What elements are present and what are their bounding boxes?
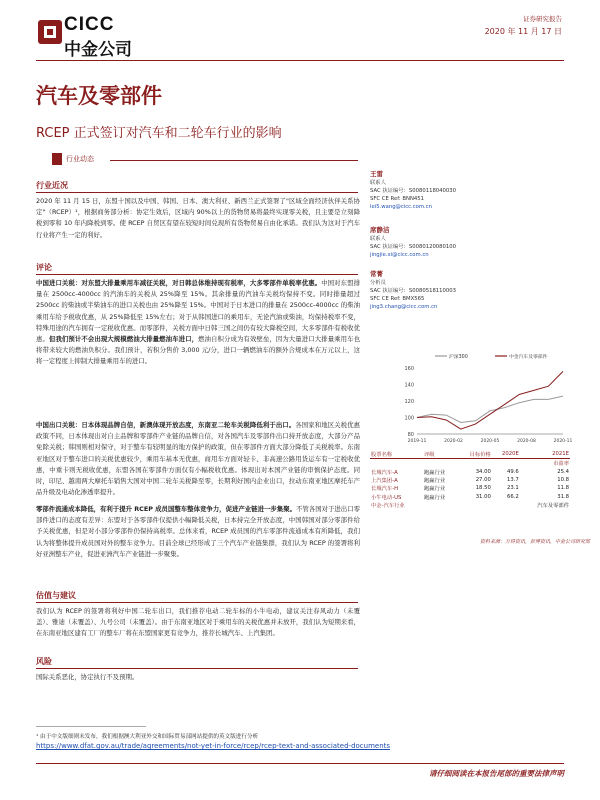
stock-pe-2021: 25.4 [557,468,569,475]
tag-divider [110,160,358,161]
analyst-sac-id: SAC 执证编号：S0080118040030 [370,188,457,194]
analyst-role: 联系人 [370,236,386,242]
table-row [370,492,570,500]
stock-pe-2021: 31.8 [557,493,569,500]
stock-rating: 跑赢行业 [423,494,446,501]
y-tick-label: 100 [404,415,414,422]
footnote-text: ¹ 由于中文版细则未发布，我们根据澳大利亚外交和国际贸易部网站提供的英文版进行分析 [36,734,259,740]
stock-pe-2020 [492,501,520,509]
stocks-table [370,450,570,509]
stock-pe-2020: 49.6 [507,468,519,475]
table-subheader-row [370,459,570,468]
legend-label: 中金汽车及零部件 [509,355,548,360]
footer-divider [36,763,564,764]
stock-name[interactable]: 小牛电动-US [371,494,402,501]
footnote-divider [36,726,146,727]
stock-pe-2021: 11.8 [557,485,569,492]
table-source-note: 资料来源：万得资讯，彭博资讯，中金公司研究部 [480,539,591,545]
y-tick-label: 80 [407,432,414,438]
section-heading-risk: 风险 [36,657,52,666]
stock-rating: 跑赢行业 [423,478,446,485]
stock-pe-2021: 10.8 [557,477,569,484]
stock-target [457,501,491,509]
stock-rating: 跑赢行业 [423,469,446,476]
paragraph-body: 各国家和地区关税优惠政策不同，日本体现出对自主品牌和零部件产业链的品牌自信，对各国汽车及零部件出口持开放态度，大部分产品免除关税；韩国则相对保守，对于整车有较明显的地方保护的政策，但在零部件方面大部分降低了关税税率。东南亚地区对于整车进口的关税优惠较少，乘用车基本无优惠，商用车方面对轻卡、非高速公路用货运车有一定税收优惠，中重卡则无税收优惠，东盟各国在零部件方面仅有小幅税收优惠。体现出对本国产业链的审慎保护态度。同时，印尼、越南两大摩托车销售大国对中国二轮车关税降至零，长期利好国内企业出口，拉动东南亚地区摩托车产品升级及电动化渗透率提升。 [36,421,361,497]
analyst-name: 王雷 [370,170,383,178]
comment-paragraph-import [36,278,360,368]
paragraph-body: 中国对东盟排量在 2500cc-4000cc 的汽油车的关税从 25%降至 15%。其余排量的汽油车关税均保持不变。同时排量超过 2500cc 的柴油或半柴油车的进口关税也由 25%降至 15%。中国对于日本进口的排量在 2500cc-4000cc 的柴油乘用车给予税收优惠，从 25%降低至 15%左右；对于从韩国进口的乘用车，无论汽油或柴油，均保持税率不变，特殊用途的汽车拥有一定税收优惠。而零部件，关税方面中日韩三国之间仍有较大降税空间，大多零部件有税收优惠。 [36,279,361,344]
report-tag: 行业动态 [66,155,94,163]
y-tick-label: 140 [404,382,414,389]
y-tick-label: 160 [404,366,414,373]
overview-paragraph: 2020 年 11 月 15 日，东盟十国以及中国、韩国、日本、澳大利亚、新西兰正式签署了"区域全面经济伙伴关系协定"（RCEP）¹，根据商务部分析：协定生效后，区域内 90%以上的货物贸易将最终实现零关税，且主要是立刻降税到零和 10 年内降税到零。使 RCEP 自贸区有望在较短时间兑现所有货物贸易自由化承诺。我们认为这对于汽车行业将产生一定的利好。 [36,197,360,239]
analyst-card [370,270,570,311]
analyst-name: 席静洁 [370,226,390,234]
footnote-link[interactable]: https://www.dfat.gov.au/trade/agreements/not-yet-in-force/rcep/rcep-text-and-associated-documents [36,742,391,750]
stock-name[interactable]: 长城汽车-H [371,486,399,493]
analyst-name: 常菁 [370,270,383,278]
comment-paragraph-supply-chain [36,504,360,560]
table-row [370,468,570,476]
table-subheader-cell: 市盈率 [553,461,569,468]
report-date: 2020 年 11 月 17 日 [484,27,562,36]
series-line [417,371,563,429]
x-tick-label: 2020-08 [517,439,536,444]
analyst-sac-id: SAC 执证编号：S0080120080100 [370,244,457,250]
section-heading-comment: 评论 [36,263,52,272]
section-heading-overview: 行业近况 [36,181,68,190]
analyst-email[interactable]: jing3.chang@cicc.com.cn [370,304,438,310]
analyst-ce-ref: SFC CE Ref: BMX565 [370,296,425,302]
section-heading-advice: 估值与建议 [36,591,76,600]
performance-line-chart [395,350,573,446]
stock-pe-2020: 13.7 [507,477,519,484]
paragraph-lead: 但我们预计不会出现大规模燃油大排量燃油车进口， [48,335,199,344]
paragraph-lead: 中国出口关税：日本体现品牌自信，新澳体现开放态度，东南亚二轮车关税降低利于出口。 [36,421,296,429]
stock-pe-2020: 66.2 [507,493,519,500]
page-subtitle: RCEP 正式签订对汽车和二轮车行业的影响 [36,126,282,141]
paragraph-body: 不管各国对于进出口零部件进口的态度有差异：东盟对于各零部件仅提供小幅降低关税，日本持完全开放态度，中国韩国对部分零部件给予关税优惠，但是对小部分零部件仍保持高税率。总体来看，RCEP 成员国的汽车零部件流通成本有所降低，我们认为将整体提升成员国对外的整车竞争力。目前全球已经形成了三个汽车产业链集群，我们认为 RCEP 的签署将利好亚洲整车产业，促进亚洲汽车产业链进一步聚集。 [36,505,361,558]
stock-target: 18.50 [475,485,491,492]
stock-name[interactable]: 中金-汽车行业 [371,502,405,509]
paragraph-lead: 零部件流通成本降低，有利于提升 RCEP 成员国整车整体竞争力，促进产业链进一步集聚。 [36,505,296,513]
paragraph-lead: 中国进口关税：对东盟大排量乘用车减征关税，对日韩总体维持现有税率，大多零部件单税率优惠。 [36,279,322,287]
y-tick-label: 120 [404,399,414,406]
advice-paragraph: 我们认为 RCEP 的签署将利好中国二轮车出口，我们推荐电动二轮车标的小牛电动，建议关注春风动力（未覆盖）、雅迪（未覆盖）、九号公司（未覆盖）。由于东南亚地区对于乘用车的关税优惠并未放开，我们认为短期来看，在东南亚地区建有工厂的整车厂将在东盟国家更有竞争力，推荐长城汽车、上汽集团。 [36,607,360,638]
legend-label: 沪深300 [449,355,468,360]
logo-text-cn: 中金公司 [64,40,132,60]
stock-target: 34.00 [475,468,491,475]
table-header-cell: 2021E [520,450,570,459]
tag-marker [52,153,62,165]
cicc-logo-icon [36,18,64,46]
stock-pe-2021: 汽车及零部件 [537,502,569,509]
comment-paragraph-export [36,420,360,498]
stock-rating: 跑赢行业 [423,486,446,493]
x-tick-label: 2019-11 [407,439,427,444]
x-tick-label: 2020-11 [553,439,573,444]
stock-name[interactable]: 上汽集团-A [371,478,398,485]
table-row [370,484,570,492]
analyst-card [370,226,570,259]
analyst-ce-ref: SFC CE Ref: BNN451 [370,196,425,202]
stock-target: 27.00 [475,477,491,484]
page-title: 汽车及零部件 [36,83,162,108]
analyst-role: 联系人 [370,180,386,186]
table-header-cell: 目标价格 [457,450,491,459]
report-type: 证券研究报告 [523,15,562,23]
header-divider [36,60,564,61]
table-header-row [370,450,570,459]
stock-rating [423,501,457,509]
table-header-cell: 股票名称 [370,450,423,459]
section-divider [36,192,358,193]
paragraph-body: 燃油自积分成为有效壁垒，因为大量进口大排量乘用车也将带来较大的燃油负积分。我们预计，若积分售价 3,000 元/分，进口一辆燃油车的额外合规成本在万元以上，这将一定程度上抑制大排量乘用车的进口。 [36,335,361,366]
risk-paragraph: 国际关系恶化，协定执行不及预期。 [36,673,139,681]
logo-text-en: CICC [64,14,115,35]
section-divider [36,274,358,275]
analyst-role: 分析员 [370,280,386,286]
stock-target: 31.00 [475,493,491,500]
analyst-sac-id: SAC 执证编号：S0080518110003 [370,288,457,294]
table-row [370,501,570,509]
table-header-cell: 2020E [492,450,520,459]
analyst-email[interactable]: lei5.wang@cicc.com.cn [370,204,433,210]
legal-disclaimer: 请仔细阅读在本报告尾部的重要法律声明 [429,769,564,778]
table-header-cell: 评级 [423,450,457,459]
x-tick-label: 2020-05 [480,439,500,444]
analyst-card [370,170,570,211]
analyst-email[interactable]: jingjie.xi@cicc.com.cn [370,252,429,258]
section-divider [36,602,358,603]
table-row [370,476,570,484]
stock-pe-2020: 23.1 [507,485,519,492]
x-tick-label: 2020-02 [444,439,463,444]
stock-name[interactable]: 长城汽车-A [371,469,398,476]
section-divider [36,668,358,669]
